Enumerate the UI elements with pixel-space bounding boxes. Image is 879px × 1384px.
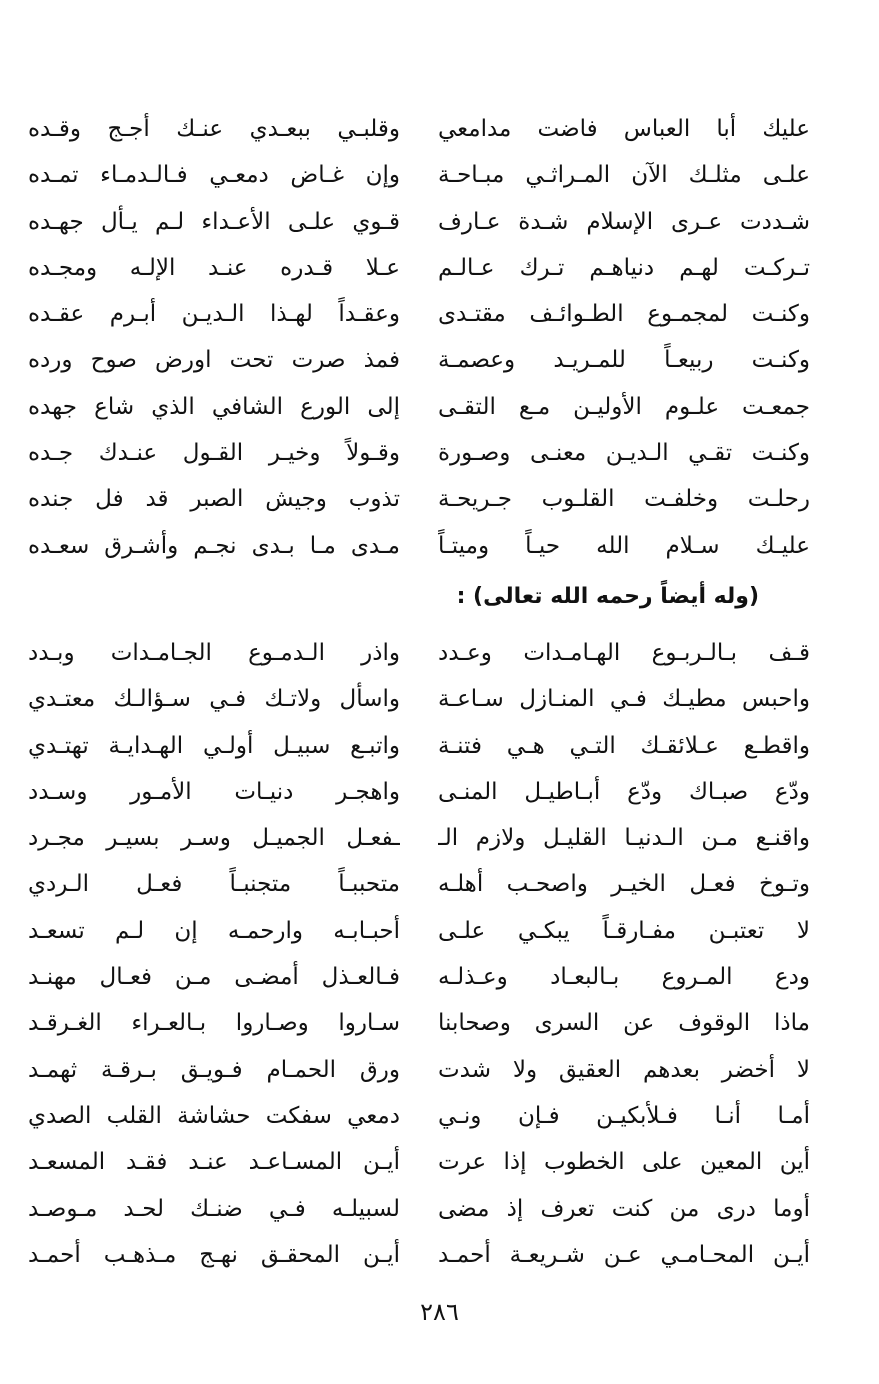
second-poem: [28, 630, 810, 1278]
verse-line: فـالعـذل أمضـى مـن فعـال مهنـد: [28, 964, 400, 991]
verse-line: أيـن المحقـق نهـج مـذهـب أحمـد: [28, 1241, 400, 1268]
poem-second-hemistichs: [28, 106, 400, 569]
verse-line: ودع المـروع بـالبعـاد وعـذلـه: [438, 964, 810, 991]
verse-line: وكنـت لمجمـوع الطـوائـف مقتـدى: [438, 301, 810, 328]
verse-line: ماذا الوقوف عن السرى وصحابنا: [438, 1010, 810, 1037]
verse-line: واذر الـدمـوع الجـامـدات وبـدد: [28, 640, 400, 666]
verse-line: وقلبـي ببعـدي عنـك أجـج وقـده: [28, 116, 400, 142]
verse-line: واقطـع عـلائقـك التـي هـي فتنـة: [438, 732, 810, 759]
poem-first-hemistichs: [438, 630, 810, 1278]
verse-line: ـفعـل الجميـل وسـر بسيـر مجـرد: [28, 825, 400, 852]
poem-second-hemistichs: [28, 630, 400, 1278]
verse-line: عليك أبا العباس فاضت مدامعي: [438, 116, 810, 142]
verse-line: قـف بـالـربـوع الهـامـدات وعـدد: [438, 640, 810, 666]
verse-line: وقـولاً وخيـر القـول عنـدك جـده: [28, 440, 400, 467]
verse-line: متحببـاً متجنبـاً فعـل الـردي: [28, 871, 400, 898]
verse-line: سـاروا وصـاروا بـالعـراء الغـرقـد: [28, 1010, 400, 1037]
verse-line: قـوي علـى الأعـداء لـم يـأل جهـده: [28, 208, 400, 235]
verse-line: فمذ صرت تحت اورض صوح ورده: [28, 347, 400, 374]
verse-line: تذوب وجيش الصبر قد فل جنده: [28, 486, 400, 513]
verse-line: علـى مثلـك الآن المـراثـي مبـاحـة: [438, 162, 810, 189]
verse-line: واهجـر دنيـات الأمـور وسـدد: [28, 778, 400, 805]
verse-line: دمعي سفكت حشاشة القلب الصدي: [28, 1102, 400, 1129]
verse-line: وعقـداً لهـذا الـديـن أبـرم عقـده: [28, 301, 400, 328]
verse-line: واحبس مطيـك فـي المنـازل سـاعـة: [438, 686, 810, 713]
verse-line: وإن غـاض دمعـي فـالـدمـاء تمـده: [28, 162, 400, 189]
verse-line: أين المعين على الخطوب إذا عرت: [438, 1149, 810, 1176]
verse-line: مـدى مـا بـدى نجـم وأشـرق سعـده: [28, 532, 400, 559]
verse-line: واقنـع مـن الـدنيـا القليـل ولازم الـ: [438, 825, 810, 852]
verse-line: تـركـت لهـم دنياهـم تـرك عـالـم: [438, 254, 810, 281]
poem-first-hemistichs: [438, 106, 810, 569]
verse-line: جمعـت علـوم الأوليـن مـع التقـى: [438, 393, 810, 420]
verse-line: إلى الورع الشافي الذي شاع جهده: [28, 393, 400, 420]
verse-line: رحلـت وخلفـت القلـوب جـريحـة: [438, 486, 810, 513]
verse-line: ودّع صبـاك ودّع أبـاطيـل المنـى: [438, 778, 810, 805]
verse-line: عليـك سـلام الله حيـاً وميتـاً: [438, 532, 810, 559]
verse-line: واتبـع سبيـل أولـي الهـدايـة تهتـدي: [28, 732, 400, 759]
verse-line: أيـن المحـامـي عـن شـريعـة أحمـد: [438, 1241, 810, 1268]
poem-heading: (وله أيضاً رحمه الله تعالى) :: [456, 584, 759, 609]
verse-line: وكنـت تقـي الـديـن معنـى وصـورة: [438, 440, 810, 467]
verse-line: ورق الحمـام فـويـق بـرقـة ثهمـد: [28, 1056, 400, 1083]
verse-line: وتـوخ فعـل الخيـر واصحـب أهلـه: [438, 871, 810, 898]
page-number: ٢٨٦: [420, 1298, 459, 1326]
verse-line: أحبـابـه وارحمـه إن لـم تسعـد: [28, 917, 400, 944]
verse-line: أيـن المسـاعـد عنـد فقـد المسعـد: [28, 1149, 400, 1176]
verse-line: أوما درى من كنت تعرف إذ مضى: [438, 1195, 810, 1222]
verse-line: أمـا أنـا فـلأبكيـن فـإن ونـي: [438, 1102, 810, 1129]
verse-line: لا أخضر بعدهم العقيق ولا شدت: [438, 1056, 810, 1083]
verse-line: عـلا قـدره عنـد الإلـه ومجـده: [28, 254, 400, 281]
elegy-poem: [28, 106, 810, 569]
verse-line: لسبيلـه فـي ضنـك لحـد مـوصـد: [28, 1195, 400, 1222]
verse-line: شـددت عـرى الإسلام شـدة عـارف: [438, 208, 810, 235]
verse-line: لا تعتبـن مفـارقـاً يبكـي علـى: [438, 917, 810, 944]
verse-line: وكنـت ربيعـاً للمـريـد وعصمـة: [438, 347, 810, 374]
verse-line: واسأل ولاتـك فـي سـؤالـك معتـدي: [28, 686, 400, 713]
